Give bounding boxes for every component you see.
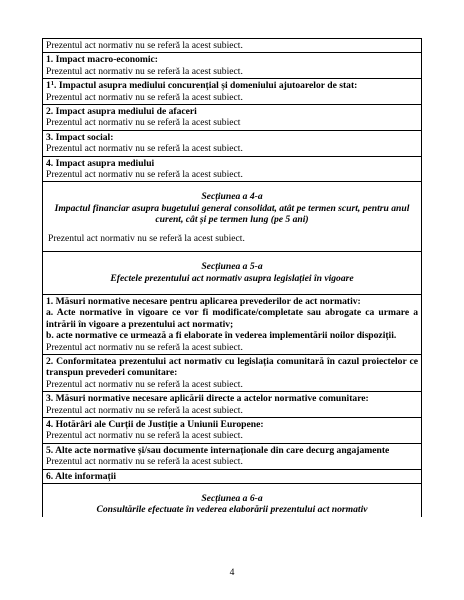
page-number: 4 bbox=[229, 567, 235, 578]
row-heading: 2. Impact asupra mediului de afaceri bbox=[46, 106, 197, 118]
document-page bbox=[42, 38, 422, 517]
row-heading: 3. Impact social: bbox=[46, 131, 114, 143]
table-row bbox=[43, 39, 422, 53]
table-row bbox=[43, 252, 422, 295]
table-row bbox=[43, 294, 422, 354]
row-cell bbox=[43, 469, 422, 483]
section-6-subtitle: Consultările efectuate în vederea elaborării prezentului act normativ bbox=[96, 504, 368, 516]
row-text: Prezentul act normativ nu se referă la acest subiect. bbox=[46, 456, 243, 468]
row-text: Prezentul act normativ nu se referă la acest subiect. bbox=[46, 169, 243, 181]
section-5-cell bbox=[43, 252, 422, 295]
table-row bbox=[43, 79, 422, 105]
row-heading: 5. Alte acte normative și/sau documente internaționale din care decurg angajamente bbox=[46, 444, 390, 456]
row-heading bbox=[46, 80, 418, 91]
row-cell bbox=[43, 79, 422, 105]
section-4-title: Secțiunea a 4-a bbox=[201, 191, 263, 203]
row-cell bbox=[43, 392, 422, 418]
row-text: Prezentul act normativ nu se referă la acest subiect. bbox=[46, 341, 243, 353]
section-6-cell bbox=[43, 484, 422, 517]
row-text: Prezentul act normativ nu se referă la acest subiect. bbox=[46, 40, 243, 51]
row-text: Prezentul act normativ nu se referă la acest subiect. bbox=[46, 430, 243, 442]
table-row bbox=[43, 156, 422, 182]
section-6-title: Secțiunea a 6-a bbox=[201, 493, 263, 504]
section-5-title: Secțiunea a 5-a bbox=[201, 261, 263, 273]
row-text: Prezentul act normativ nu se referă la acest subiect. bbox=[46, 404, 243, 416]
sub-item-b: b. acte normative ce urmează a fi elaborate în vederea implementării noilor dispoziții. bbox=[46, 330, 397, 342]
row-heading: 1. Măsuri normative necesare pentru aplicarea prevederilor de act normativ: bbox=[46, 295, 361, 307]
row-cell bbox=[43, 105, 422, 131]
row-cell bbox=[43, 294, 422, 354]
row-heading: 1. Impact macro-economic: bbox=[46, 54, 158, 66]
row-heading: 4. Impact asupra mediului bbox=[46, 157, 155, 169]
table-row bbox=[43, 105, 422, 131]
heading-prefix: 1 bbox=[46, 80, 51, 92]
table-row bbox=[43, 484, 422, 517]
table-row bbox=[43, 182, 422, 252]
row-text: Prezentul act normativ nu se referă la acest subiect. bbox=[46, 378, 243, 390]
table-row bbox=[43, 53, 422, 79]
table-row bbox=[43, 469, 422, 483]
row-text: Prezentul act normativ nu se referă la acest subiect. bbox=[46, 143, 243, 155]
row-heading: 4. Hotărâri ale Curții de Justiție a Uniunii Europene: bbox=[46, 418, 264, 430]
sub-item-a: a. Acte normative în vigoare ce vor fi modificate/completate sau abrogate ca urmare a intrării în vigoare a prezentului act normativ; bbox=[46, 307, 418, 330]
section-4-cell bbox=[43, 182, 422, 252]
row-cell bbox=[43, 417, 422, 443]
row-heading: 2. Conformitatea prezentului act normativ cu legislația comunitară în cazul proiectelor ce transpun prevederi comunitare: bbox=[46, 355, 418, 379]
row-heading: 6. Alte informații bbox=[46, 470, 117, 482]
section-4-text: Prezentul act normativ nu se referă la acest subiect. bbox=[48, 232, 245, 244]
table-row bbox=[43, 130, 422, 156]
table-row bbox=[43, 354, 422, 391]
table-row bbox=[43, 417, 422, 443]
row-text: Prezentul act normativ nu se referă la acest subiect. bbox=[46, 65, 243, 77]
row-heading: 3. Măsuri normative necesare aplicării directe a actelor normative comunitare: bbox=[46, 393, 369, 405]
row-cell bbox=[43, 39, 422, 53]
section-4-subtitle: Impactul financiar asupra bugetului general consolidat, atât pe termen scurt, pentru anul curent, cât și pe termen lung (pe 5 ani) bbox=[54, 202, 410, 226]
row-cell bbox=[43, 130, 422, 156]
row-cell bbox=[43, 53, 422, 79]
row-cell bbox=[43, 354, 422, 391]
heading-superscript: 1 bbox=[50, 80, 55, 88]
ria-table bbox=[42, 38, 422, 517]
row-cell bbox=[43, 156, 422, 182]
row-text: Prezentul act normativ nu se referă la acest subiect. bbox=[46, 91, 243, 103]
row-cell bbox=[43, 443, 422, 469]
row-text: Prezentul act normativ nu se referă la acest subiect bbox=[46, 117, 241, 129]
table-row bbox=[43, 392, 422, 418]
table-row bbox=[43, 443, 422, 469]
section-5-subtitle: Efectele prezentului act normativ asupra legislației în vigoare bbox=[110, 272, 354, 284]
heading-rest: . Impactul asupra mediului concurențial și domeniului ajutoarelor de stat: bbox=[54, 80, 358, 92]
